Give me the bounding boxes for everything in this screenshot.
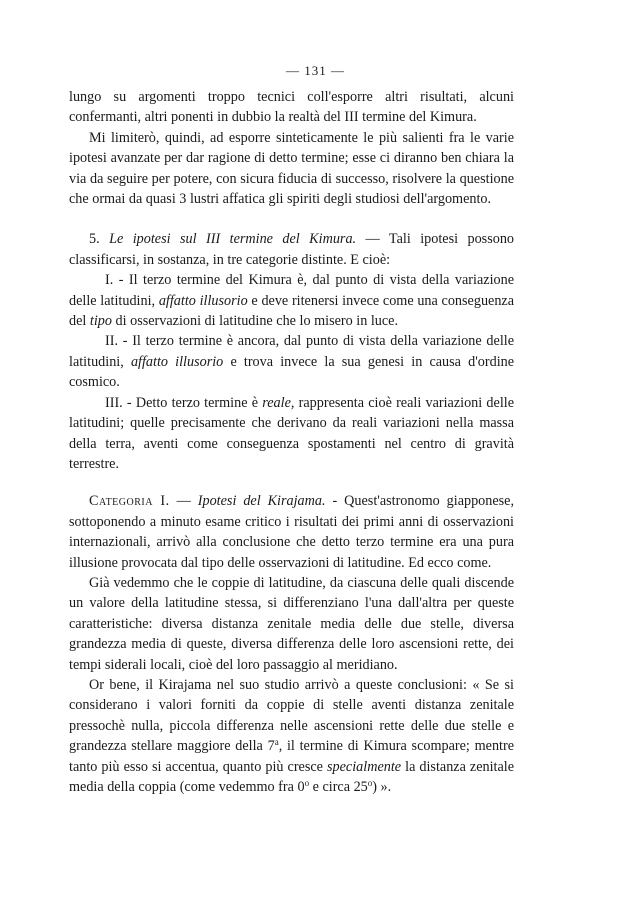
section-title: Le ipotesi sul III termine del Kimura. <box>109 231 357 248</box>
superscript-a: a <box>274 737 279 748</box>
conclusion-text-2: , il termine di Kimura scompare; mentre tanto più esso si accentua, quanto più cresce <box>69 738 514 775</box>
paragraph-coppie: Già vedemmo che le coppie di latitudine, da ciascuna delle quali discende un valore della latitudine stessa, si differenziano l'una dall'altra per queste caratteristiche: diversa distanza zenitale media delle due stelle, diversa grandezza media di queste, diversa differenza delle loro ascensioni rette, dei tempi siderali locali, cioè del loro passaggio al meridiano. <box>69 574 514 673</box>
category-dash: — <box>176 493 191 510</box>
paragraph-continuation: lungo su argomenti troppo tecnici coll'esporre altri risultati, alcuni confermanti, altri ponenti in dubbio la realtà del III termine del Kimura. <box>69 89 514 126</box>
item-3-emphasis: reale, <box>262 394 295 411</box>
item-1-emphasis-tipo: tipo <box>89 313 112 330</box>
category-text: - Quest'astronomo giapponese, sottoponendo a minuto esame critico i risultati dei primi anni di osservazioni internazionali, arrivò alla conclusione che detto terzo termine era una pura illusione provocata dal tipo delle osservazioni di latitudine. Ed ecco come. <box>69 493 515 571</box>
hypothesis-item-2 <box>69 331 514 392</box>
item-1-text-3: di osservazioni di latitudine che lo misero in luce. <box>115 313 399 330</box>
item-1-text-2: e deve ritenersi invece come una conseguenza del <box>69 292 515 330</box>
degree-sup-2: o <box>367 778 373 788</box>
conclusion-text-3: la distanza zenitale media della coppia (come vedemmo fra 0 <box>69 758 515 795</box>
category-label: Categoria I. <box>89 493 170 510</box>
item-1-emphasis: affatto illusorio <box>158 292 248 309</box>
item-3-text: III. - Detto terzo termine è <box>105 394 259 411</box>
degree-sup-1: o <box>304 778 310 788</box>
page-body <box>69 87 514 797</box>
item-2-emphasis: affatto illusorio <box>130 353 224 370</box>
item-1-text: I. - Il terzo termine del Kimura è, dal punto di vista della variazione delle latitudini, <box>69 272 514 309</box>
hypothesis-item-3 <box>69 393 514 475</box>
page-number: — 131 — <box>286 63 345 78</box>
conclusion-text-1: Or bene, il Kirajama nel suo studio arrivò a queste conclusioni: « Se si considerano i valori forniti da coppie di stelle aventi distanza zenitale pressochè nulla, piccola differenza nelle ascensioni rette delle due stelle e grandezza stellare maggiore della 7 <box>69 676 514 755</box>
category-title: Ipotesi del Kirajama. <box>197 493 326 510</box>
section-number: 5. <box>89 231 100 248</box>
section-text: — Tali ipotesi possono classificarsi, in sostanza, in tre categorie distinte. E cioè: <box>69 231 515 268</box>
item-2-text: II. - Il terzo termine è ancora, dal punto di vista della variazione delle latitudini, <box>69 333 514 370</box>
hypothesis-item-1 <box>69 270 514 331</box>
conclusion-text-5: ) ». <box>372 779 392 795</box>
paragraph-conclusioni <box>69 675 514 797</box>
category-1-paragraph <box>69 491 514 573</box>
item-2-text-2: e trova invece la sua genesi in causa d'ordine cosmico. <box>69 353 515 391</box>
section-5-paragraph <box>69 229 514 270</box>
conclusion-emphasis: specialmente <box>327 758 402 775</box>
item-3-text-2: rappresenta cioè reali variazioni delle latitudini; quelle precisamente che derivano da reali variazioni nella massa della terra, aventi come conseguenza spostamenti nel centro di gravità terrestre. <box>69 394 515 472</box>
conclusion-text-4: e circa 25 <box>312 779 368 795</box>
paragraph-intro: Mi limiterò, quindi, ad esporre sinteticamente le più salienti fra le varie ipotesi avanzate per dar ragione di detto termine; esse ci diranno ben chiara la via da seguire per potere, con sicura fiducia di successo, risolvere la questione che ormai da quasi 3 lustri affatica gli spiriti degli studiosi dell'argomento. <box>69 129 514 208</box>
